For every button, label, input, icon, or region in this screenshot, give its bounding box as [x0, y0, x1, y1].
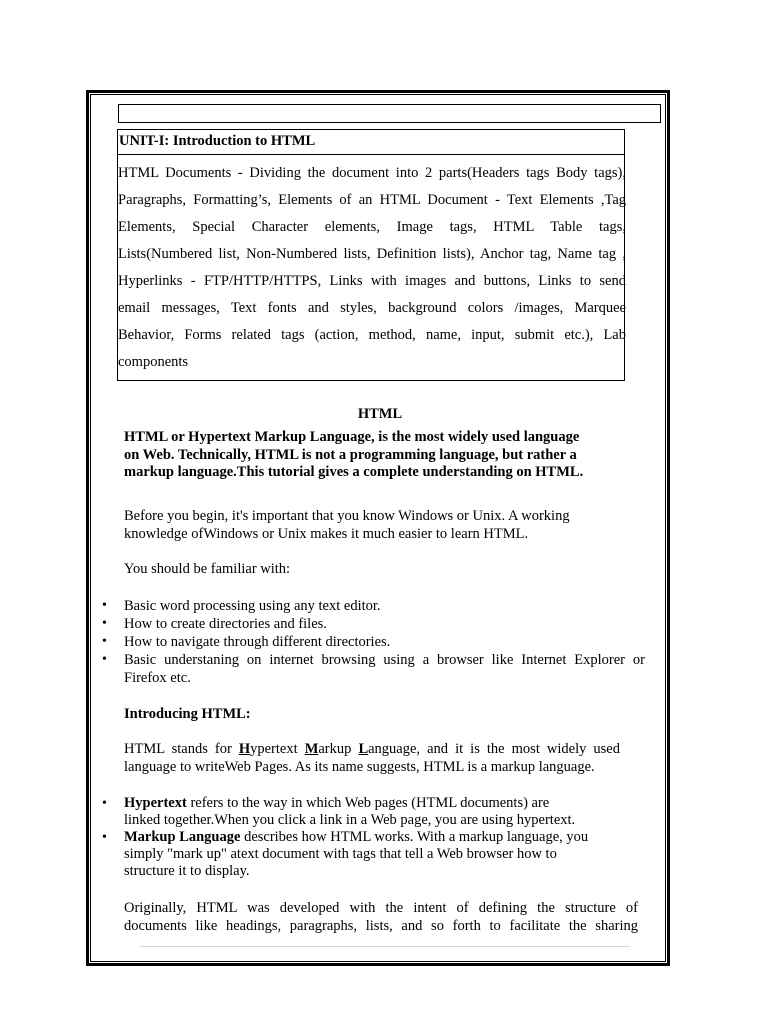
bullet-icon: • — [102, 598, 107, 613]
origin-line: Originally, HTML was developed with the intent of defining the structure of — [124, 900, 638, 916]
syllabus-line: Lists(Numbered list, Non-Numbered lists, Definition lists), Anchor tag, Name tag , — [118, 246, 626, 262]
list-item: • Hypertext refers to the way in which Web pages (HTML documents) are linked together.When you click a link in a Web page, you are using hypertext. — [102, 795, 576, 828]
footer-divider — [140, 946, 630, 947]
section-title: HTML — [357, 406, 403, 422]
intro-line: markup language.This tutorial gives a complete understanding on HTML. — [124, 464, 584, 480]
syllabus-line: Behavior, Forms related tags (action, method, name, input, submit etc.), Lab — [118, 327, 626, 343]
syllabus-line: Hyperlinks - FTP/HTTP/HTTPS, Links with images and buttons, Links to send — [118, 273, 626, 289]
intro-line: HTML or Hypertext Markup Language, is the most widely used language — [124, 429, 580, 445]
list-item: • Basic understaning on internet browsing using a browser like Internet Explorer or — [102, 652, 645, 668]
header-empty-box — [118, 104, 661, 123]
stands-line: language to writeWeb Pages. As its name suggests, HTML is a markup language. — [124, 758, 595, 775]
syllabus-line: components — [118, 354, 189, 370]
syllabus-body — [118, 160, 626, 376]
familiar-text: You should be familiar with: — [124, 561, 291, 577]
bullet-icon: • — [102, 616, 107, 631]
list-item: • How to create directories and files. — [102, 616, 327, 632]
list-item: • How to navigate through different directories. — [102, 634, 391, 650]
intro-line: on Web. Technically, HTML is not a programming language, but rather a — [124, 446, 577, 463]
list-item: • Markup Language describes how HTML works. With a markup language, you simply "mark up" atext document with tags that tell a Web browser how to structure it to display. — [102, 829, 589, 879]
intro-bold-paragraph — [124, 429, 624, 482]
introducing-heading: Introducing HTML: — [124, 706, 251, 722]
origin-line: documents like headings, paragraphs, lists, and so forth to facilitate the sharing — [124, 917, 638, 934]
syllabus-line: Elements, Special Character elements, Image tags, HTML Table tags, — [118, 219, 626, 235]
bullet-icon: • — [102, 652, 107, 667]
syllabus-line: HTML Documents - Dividing the document into 2 parts(Headers tags Body tags), — [118, 165, 626, 181]
stands-line: HTML stands for Hypertext Markup Language, and it is the most widely used — [124, 741, 620, 757]
stands-for-paragraph — [124, 741, 620, 776]
before-line: Before you begin, it's important that you know Windows or Unix. A working — [124, 508, 570, 524]
before-line: knowledge ofWindows or Unix makes it much easier to learn HTML. — [124, 525, 529, 542]
syllabus-title: UNIT-I: Introduction to HTML — [118, 130, 624, 155]
before-paragraph — [124, 508, 645, 543]
bullet-icon: • — [102, 830, 107, 845]
bullet-icon: • — [102, 634, 107, 649]
syllabus-box — [117, 129, 625, 381]
list-item-continuation: Firefox etc. — [124, 670, 191, 686]
bullet-icon: • — [102, 796, 107, 811]
list-item: • Basic word processing using any text editor. — [102, 598, 381, 614]
origin-paragraph — [124, 900, 638, 935]
syllabus-line: email messages, Text fonts and styles, background colors /images, Marquee — [118, 300, 626, 316]
definitions-list — [102, 795, 624, 880]
prereq-list — [102, 597, 645, 687]
syllabus-line: Paragraphs, Formatting’s, Elements of an HTML Document - Text Elements ,Tag — [118, 192, 626, 208]
